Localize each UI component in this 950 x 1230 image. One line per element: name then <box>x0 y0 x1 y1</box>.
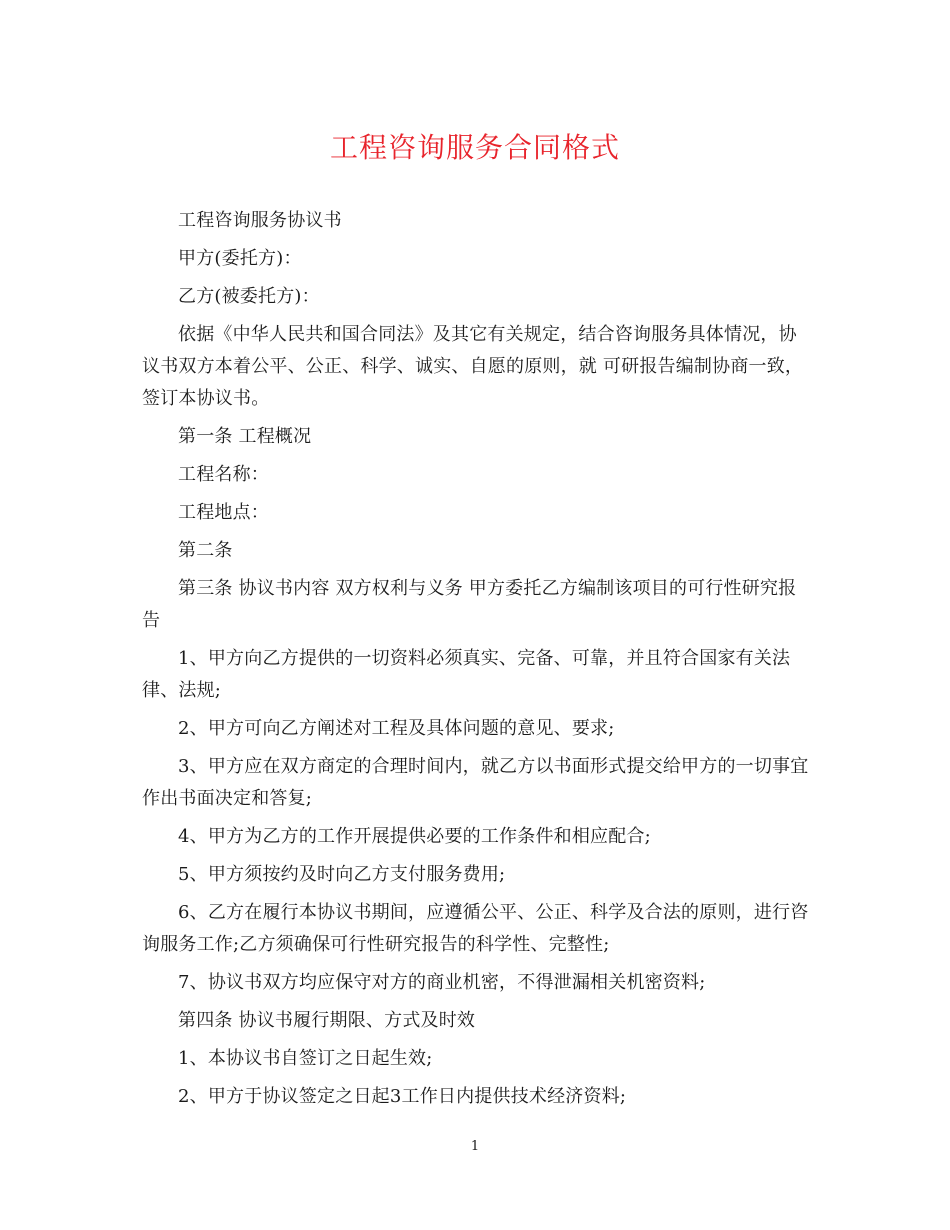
paragraph-item-3: 3、甲方应在双方商定的合理时间内，就乙方以书面形式提交给甲方的一切事宜作出书面决定和答复; <box>142 756 809 809</box>
document-title: 工程咨询服务合同格式 <box>329 131 620 164</box>
paragraph-term-1: 1、本协议书自签订之日起生效; <box>178 1048 433 1069</box>
paragraph-term-2: 2、甲方于协议签定之日起3工作日内提供技术经济资料; <box>178 1086 627 1107</box>
paragraph-item-2: 2、甲方可向乙方阐述对工程及具体问题的意见、要求; <box>178 718 615 739</box>
paragraph-project-name: 工程名称： <box>178 464 269 485</box>
paragraph-item-1: 1、甲方向乙方提供的一切资料必须真实、完备、可靠，并且符合国家有关法律、法规; <box>142 648 791 701</box>
paragraph-agreement-heading: 工程咨询服务协议书 <box>178 210 342 231</box>
paragraph-item-5: 5、甲方须按约及时向乙方支付服务费用; <box>178 864 506 885</box>
document-body <box>142 205 810 1119</box>
paragraph-party-a: 甲方(委托方)： <box>178 248 302 269</box>
paragraph-project-location: 工程地点： <box>178 502 269 523</box>
paragraph-preamble: 依据《中华人民共和国合同法》及其它有关规定，结合咨询服务具体情况，协议书双方本着公平、公正、科学、诚实、自愿的原则，就 可研报告编制协商一致，签订本协议书。 <box>142 324 804 409</box>
paragraph-party-b: 乙方(被委托方)： <box>178 286 320 307</box>
paragraph-item-4: 4、甲方为乙方的工作开展提供必要的工作条件和相应配合; <box>178 826 651 847</box>
page-number: 1 <box>470 1139 480 1154</box>
paragraph-article-2: 第二条 <box>178 540 233 561</box>
paragraph-article-1: 第一条 工程概况 <box>178 426 312 447</box>
paragraph-article-4: 第四条 协议书履行期限、方式及时效 <box>178 1010 476 1031</box>
paragraph-article-3: 第三条 协议书内容 双方权利与义务 甲方委托乙方编制该项目的可行性研究报告 <box>142 578 797 631</box>
paragraph-item-6: 6、乙方在履行本协议书期间，应遵循公平、公正、科学及合法的原则，进行咨询服务工作;乙方须确保可行性研究报告的科学性、完整性; <box>142 902 809 955</box>
paragraph-item-7: 7、协议书双方均应保守对方的商业机密，不得泄漏相关机密资料; <box>178 972 706 993</box>
